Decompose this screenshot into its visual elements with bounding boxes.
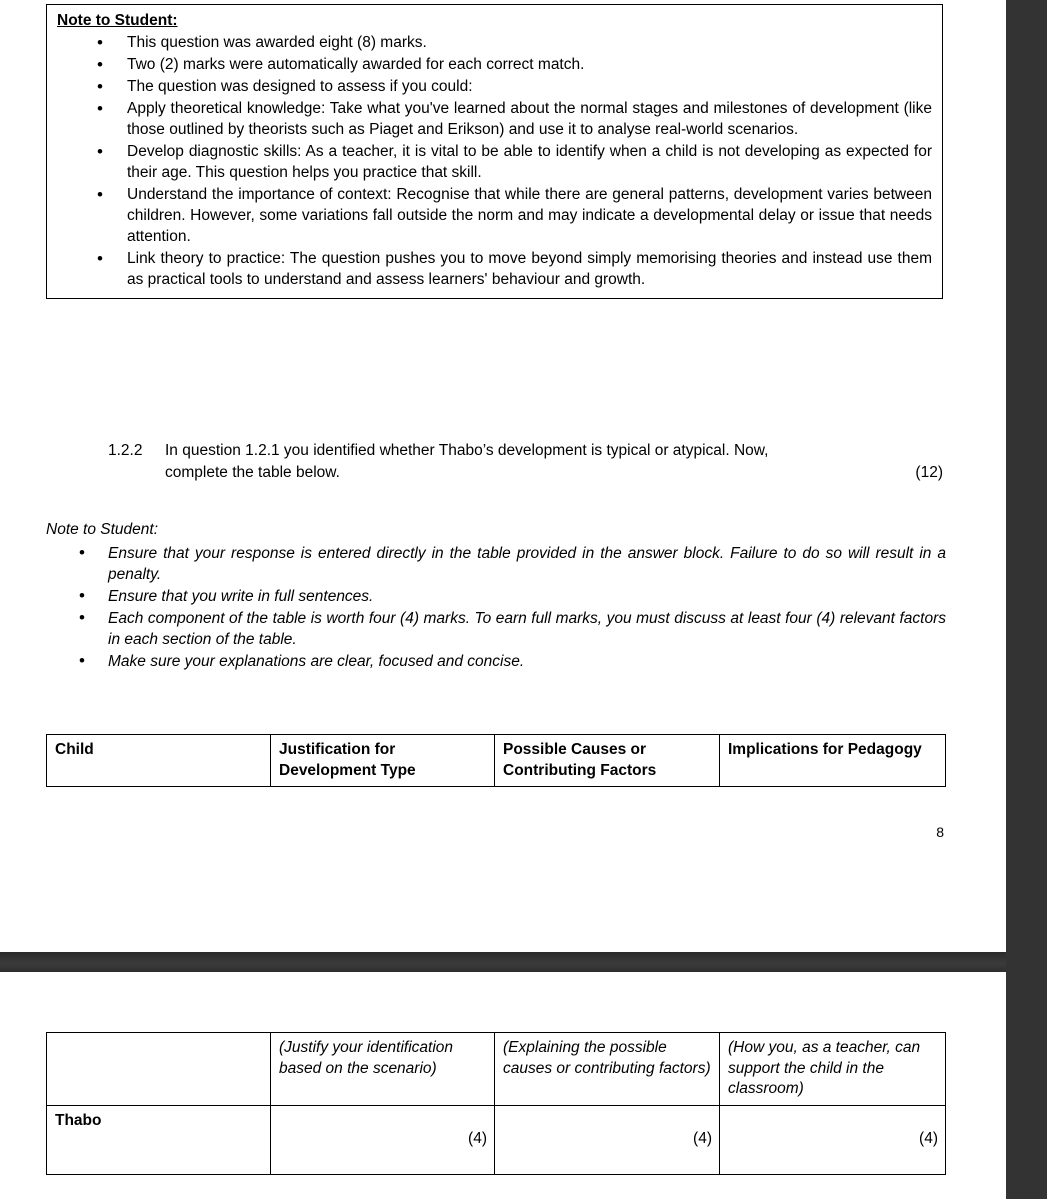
- note-box-bullet-list: [57, 33, 932, 290]
- document-page-9: [0, 972, 1006, 1199]
- table-cell-hint-implications: (How you, as a teacher, can support the child in the classroom): [720, 1033, 946, 1106]
- question-1-2-2: [46, 440, 943, 483]
- note-to-student-italic: [46, 520, 946, 673]
- table-cell-answer-implications[interactable]: [720, 1105, 946, 1174]
- note-italic-bullet-list: [46, 543, 946, 672]
- cell-marks-justification: (4): [468, 1129, 487, 1147]
- list-item: • Understand the importance of context: Recognise that while there are general patterns, development varies between children. However, some variations fall outside the norm and may indicate a developmental delay or issue that needs attention.: [57, 185, 932, 248]
- list-item: • Two (2) marks were automatically awarded for each correct match.: [57, 55, 932, 76]
- list-item: • Link theory to practice: The question pushes you to move beyond simply memorising theories and instead use them as practical tools to understand and assess learners' behaviour and growth.: [57, 249, 932, 291]
- list-item: • Develop diagnostic skills: As a teacher, it is vital to be able to identify when a child is not developing as expected for their age. This question helps you practice that skill.: [57, 142, 932, 184]
- table-row: [47, 1033, 946, 1106]
- note-to-student-box: [46, 4, 943, 299]
- table-row: [47, 735, 946, 787]
- note-box-title: Note to Student:: [57, 12, 178, 29]
- cell-marks-implications: (4): [919, 1129, 938, 1147]
- list-item: • Ensure that you write in full sentences.: [46, 586, 946, 607]
- list-item: • Each component of the table is worth four (4) marks. To earn full marks, you must discuss at least four (4) relevant factors in each section of the table.: [46, 608, 946, 650]
- table-row: [47, 1105, 946, 1174]
- table-cell-hint-justification: (Justify your identification based on the scenario): [271, 1033, 495, 1106]
- answer-table-continued: [46, 1032, 946, 1175]
- table-cell-child-name: [47, 1105, 271, 1174]
- child-name-label: Thabo: [55, 1111, 102, 1129]
- cell-marks-causes: (4): [693, 1129, 712, 1147]
- table-header-implications: Implications for Pedagogy: [720, 735, 946, 787]
- question-marks: (12): [915, 463, 943, 481]
- question-text-line-1: In question 1.2.1 you identified whether Thabo’s development is typical or atypical. Now,: [165, 442, 769, 459]
- list-item: • The question was designed to assess if you could:: [57, 77, 932, 98]
- note-italic-title: Note to Student:: [46, 521, 159, 538]
- table-cell-hint-causes: (Explaining the possible causes or contributing factors): [495, 1033, 720, 1106]
- question-text-line-2: complete the table below.: [165, 463, 340, 481]
- page-break-gap: [0, 952, 1006, 972]
- list-item: • Make sure your explanations are clear, focused and concise.: [46, 651, 946, 672]
- table-header-justification: Justification for Development Type: [271, 735, 495, 787]
- list-item: • This question was awarded eight (8) marks.: [57, 33, 932, 54]
- list-item: • Apply theoretical knowledge: Take what you've learned about the normal stages and milestones of development (like those outlined by theorists such as Piaget and Erikson) and use it to analyse real-world scenarios.: [57, 99, 932, 141]
- page-number: 8: [936, 824, 944, 840]
- table-cell-hint-empty: [47, 1033, 271, 1106]
- table-header-causes: Possible Causes or Contributing Factors: [495, 735, 720, 787]
- table-cell-answer-justification[interactable]: [271, 1105, 495, 1174]
- question-number: 1.2.2: [108, 442, 143, 459]
- table-cell-answer-causes[interactable]: [495, 1105, 720, 1174]
- list-item: • Ensure that your response is entered directly in the table provided in the answer block. Failure to do so will result in a penalty.: [46, 543, 946, 585]
- table-header-child: Child: [47, 735, 271, 787]
- answer-table-header: [46, 734, 946, 787]
